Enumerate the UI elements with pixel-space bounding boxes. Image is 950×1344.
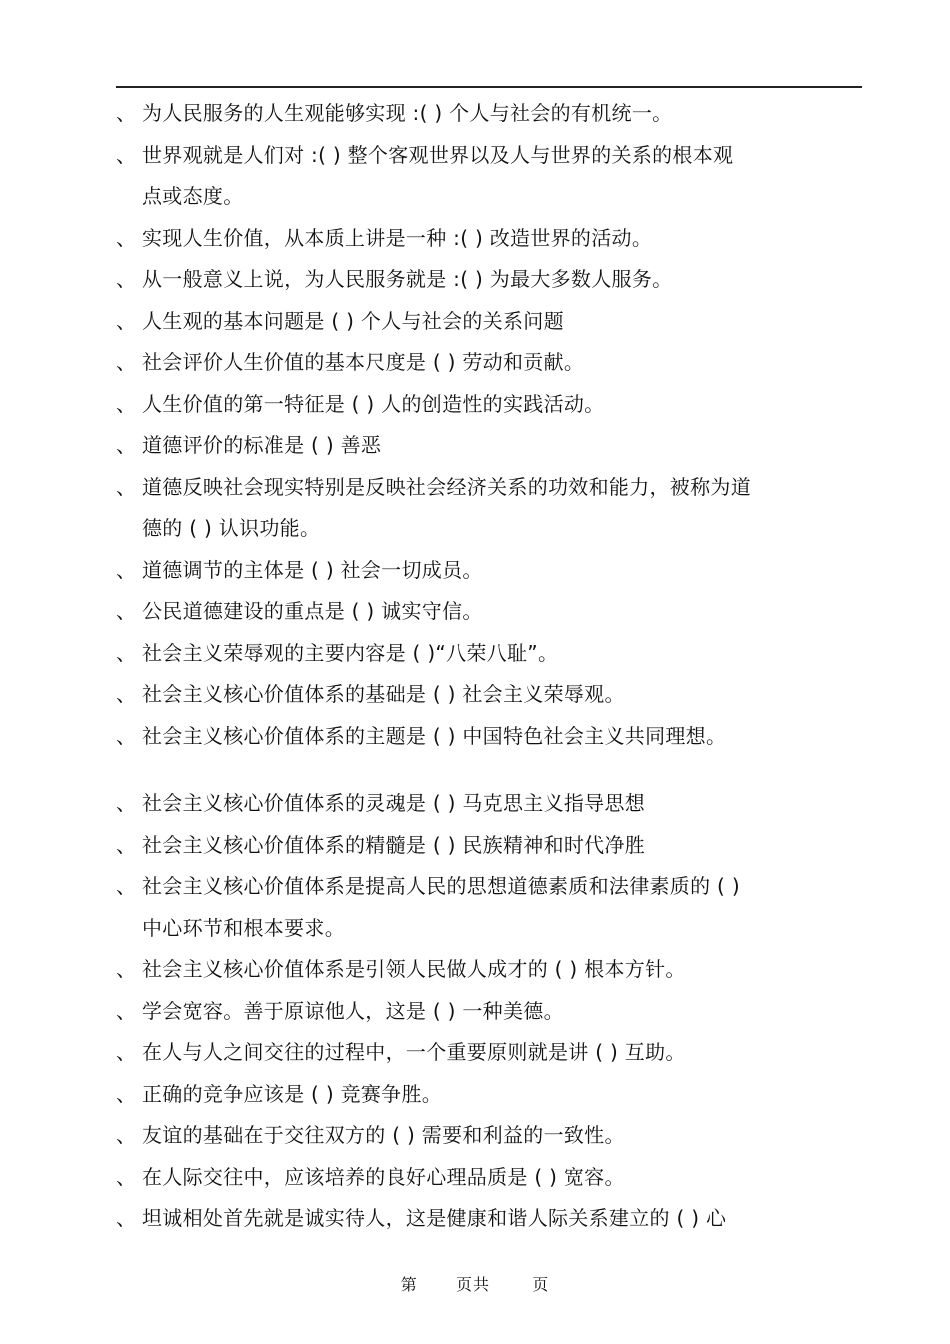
item-text: 学会宽容。善于原谅他人，这是 ( ) 一种美德。 [142,998,564,1023]
item-mark: 、 [116,1081,137,1106]
item-text: 世界观就是人们对 :( ) 整个客观世界以及人与世界的关系的根本观 [142,142,734,167]
list-item [116,342,862,384]
item-text: 人生价值的第一特征是 ( ) 人的创造性的实践活动。 [142,391,605,416]
list-item [116,1157,862,1199]
list-item [116,633,862,675]
list-item [116,467,862,550]
item-mark: 、 [116,308,137,333]
item-text: 人生观的基本问题是 ( ) 个人与社会的关系问题 [142,308,564,333]
item-text: 在人际交往中，应该培养的良好心理品质是 ( ) 宽容。 [142,1164,625,1189]
item-text: 坦诚相处首先就是诚实待人，这是健康和谐人际关系建立的 ( ) 心 [142,1206,727,1230]
footer-part-3: 页 [532,1275,550,1294]
item-text: 在人与人之间交往的过程中，一个重要原则就是讲 ( ) 互助。 [142,1040,686,1064]
item-text: 友谊的基础在于交往双方的 ( ) 需要和利益的一致性。 [142,1123,625,1147]
page-footer [0,1272,950,1295]
item-mark: 、 [116,1123,137,1147]
item-mark: 、 [116,225,137,250]
list-item [116,218,862,260]
item-mark: 、 [116,957,137,981]
item-mark: 、 [116,350,137,374]
item-text: 社会主义核心价值体系是提高人民的思想道德素质和法律素质的 ( ) [142,874,740,898]
item-mark: 、 [116,791,137,815]
item-text: 从一般意义上说，为人民服务就是 :( ) 为最大多数人服务。 [142,267,673,291]
list-item [116,716,862,758]
item-text: 社会主义核心价值体系的主题是 ( ) 中国特色社会主义共同理想。 [142,723,727,748]
list-item [116,783,862,825]
list-item [116,825,862,867]
item-text: 道德调节的主体是 ( ) 社会一切成员。 [142,557,483,582]
item-mark: 、 [116,998,137,1023]
item-text-continued: 点或态度。 [142,184,244,208]
item-mark: 、 [116,474,137,499]
item-mark: 、 [116,1164,137,1189]
item-mark: 、 [116,874,137,898]
list-item [116,550,862,592]
item-mark: 、 [116,599,137,623]
footer-part-2: 页共 [455,1275,490,1294]
list-item [116,1198,862,1240]
item-text: 社会主义核心价值体系的灵魂是 ( ) 马克思主义指导思想 [142,791,646,815]
list-item [116,991,862,1033]
item-text-continued: 德的 ( ) 认识功能。 [142,516,321,540]
item-text: 实现人生价值，从本质上讲是一种 :( ) 改造世界的活动。 [142,225,653,250]
item-text: 社会主义荣辱观的主要内容是 ( )“八荣八耻”。 [142,640,559,665]
item-text: 社会评价人生价值的基本尺度是 ( ) 劳动和贡献。 [142,350,585,374]
list-item [116,135,862,218]
list-item [116,591,862,633]
section-gap [116,757,862,783]
list-item [116,301,862,343]
item-mark: 、 [116,267,137,291]
item-mark: 、 [116,1040,137,1064]
item-text: 公民道德建设的重点是 ( ) 诚实守信。 [142,599,483,623]
list-item [116,866,862,949]
list-item [116,1032,862,1074]
question-list [116,93,862,1240]
item-mark: 、 [116,682,137,706]
item-text: 社会主义核心价值体系的精髓是 ( ) 民族精神和时代净胜 [142,832,646,857]
item-mark: 、 [116,1206,137,1230]
item-text: 道德评价的标准是 ( ) 善恶 [142,433,382,457]
item-text: 道德反映社会现实特别是反映社会经济关系的功效和能力，被称为道 [142,474,751,499]
item-text: 社会主义核心价值体系的基础是 ( ) 社会主义荣辱观。 [142,682,625,706]
list-item [116,93,862,135]
top-rule [116,86,862,88]
list-item [116,384,862,426]
item-text: 正确的竞争应该是 ( ) 竞赛争胜。 [142,1081,443,1106]
list-item [116,259,862,301]
list-item [116,425,862,467]
list-item [116,1074,862,1116]
item-mark: 、 [116,433,137,457]
item-mark: 、 [116,832,137,857]
footer-part-1: 第 [400,1275,418,1294]
item-mark: 、 [116,142,137,167]
item-text-continued: 中心环节和根本要求。 [142,915,345,940]
item-text: 为人民服务的人生观能够实现 :( ) 个人与社会的有机统一。 [142,101,673,125]
item-mark: 、 [116,101,137,125]
list-item [116,949,862,991]
item-mark: 、 [116,557,137,582]
item-mark: 、 [116,391,137,416]
list-item [116,674,862,716]
item-mark: 、 [116,723,137,748]
list-item [116,1115,862,1157]
item-mark: 、 [116,640,137,665]
item-text: 社会主义核心价值体系是引领人民做人成才的 ( ) 根本方针。 [142,957,686,981]
